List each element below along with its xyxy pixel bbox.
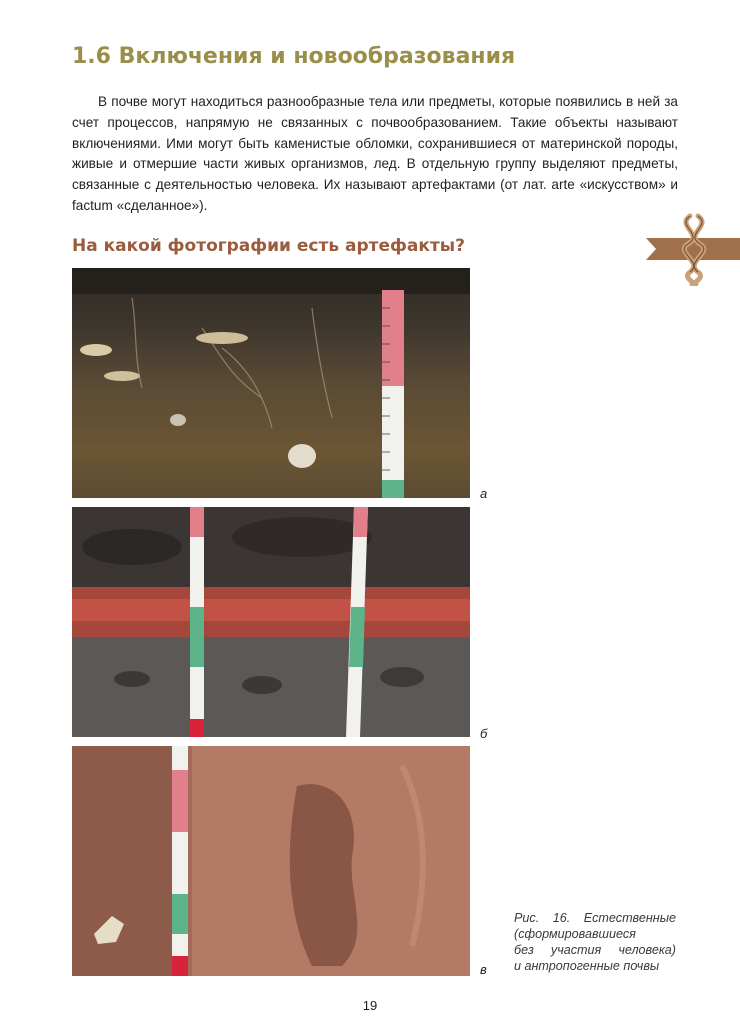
caption-line: без участия человека) bbox=[514, 943, 676, 957]
page-number: 19 bbox=[362, 998, 378, 1013]
photo-b-soil-profile bbox=[72, 507, 470, 737]
section-title: 1.6 Включения и новообразования bbox=[72, 44, 516, 69]
caption-line: и антропогенные почвы bbox=[514, 959, 660, 973]
caption-line: (сформировавшиеся bbox=[514, 927, 636, 941]
question-heading: На какой фотографии есть артефакты? bbox=[72, 236, 466, 256]
photo-a-soil-profile bbox=[72, 268, 470, 498]
intro-text bbox=[72, 92, 678, 217]
figure-caption bbox=[514, 910, 676, 974]
photo-b-letter: б bbox=[480, 726, 488, 741]
photo-c-soil-profile bbox=[72, 746, 470, 976]
caption-line: Рис. 16. Естественные bbox=[514, 911, 676, 925]
rope-knot-icon bbox=[646, 212, 740, 286]
photo-a-letter: а bbox=[480, 486, 488, 501]
photo-c-letter: в bbox=[480, 962, 487, 977]
intro-paragraph: В почве могут находиться разнообразные тела или предметы, которые появились в ней за счет процессов, напрямую не связанных с почвообразованием. Такие объекты называют включениями. Ими могут быть каменистые обломки, сохранившиеся от материнской породы, живые и отмершие части живых организмов, лед. В отдельную группу выделяют предметы, связанные с деятельностью человека. Их называют артефактами (от лат. arte «искусством» и factum «сделанное»). bbox=[72, 94, 678, 213]
